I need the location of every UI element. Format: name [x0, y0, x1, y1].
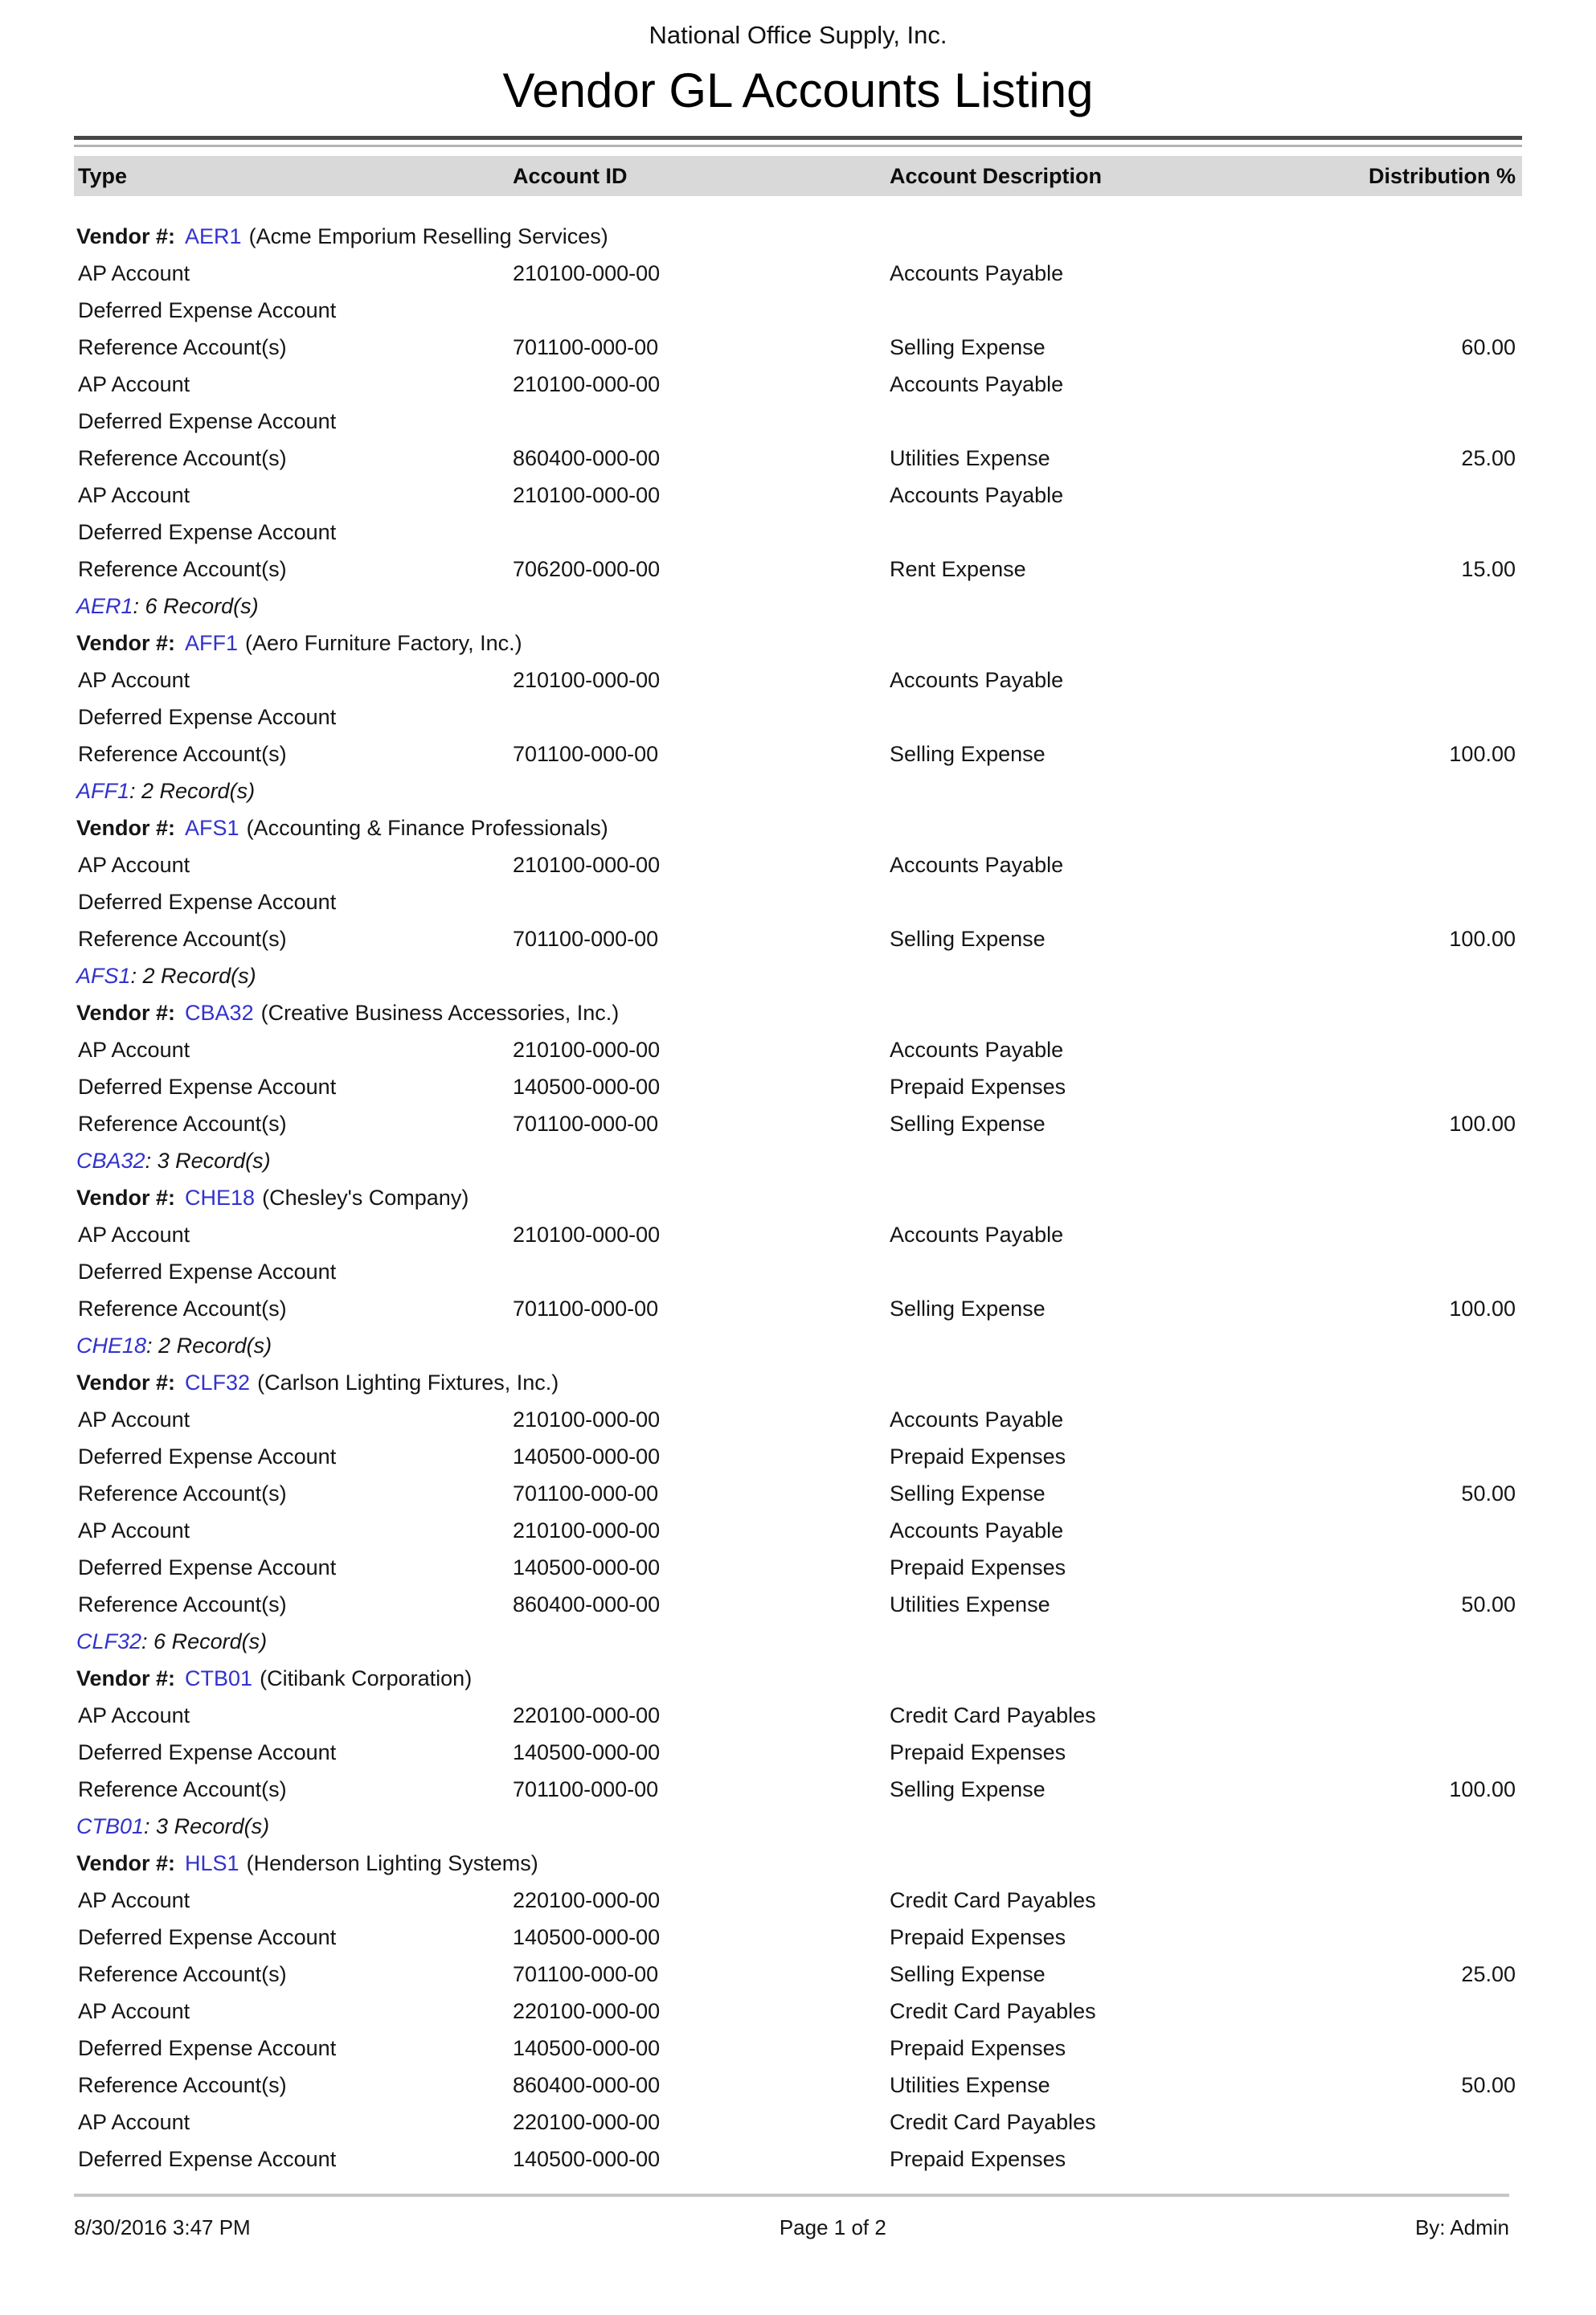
distribution-cell: 50.00	[1461, 1592, 1516, 1616]
account-id-cell: 701100-000-00	[513, 1776, 659, 1801]
account-description-cell: Utilities Expense	[890, 1592, 1050, 1616]
account-type-cell: Deferred Expense Account	[78, 1555, 337, 1580]
account-id-cell: 210100-000-00	[513, 1037, 661, 1062]
vendor-summary-text: : 3 Record(s)	[144, 1813, 270, 1838]
account-description-cell: Selling Expense	[890, 1111, 1046, 1136]
account-type-cell: Deferred Expense Account	[78, 2035, 337, 2060]
vendor-summary-text: : 2 Record(s)	[146, 1333, 272, 1358]
account-id-cell: 140500-000-00	[513, 1074, 661, 1099]
account-description-cell: Accounts Payable	[890, 1407, 1064, 1432]
account-id-cell: 860400-000-00	[513, 1592, 661, 1616]
account-description-cell: Selling Expense	[890, 1961, 1046, 1986]
report-title: Vendor GL Accounts Listing	[502, 64, 1094, 117]
account-id-cell: 210100-000-00	[513, 667, 661, 692]
account-description-cell: Accounts Payable	[890, 482, 1064, 507]
account-row	[74, 699, 1522, 735]
account-row	[74, 2141, 1522, 2178]
account-row	[74, 1549, 1522, 1586]
account-description-cell: Prepaid Expenses	[890, 1074, 1066, 1099]
account-id-cell: 220100-000-00	[513, 1702, 661, 1727]
distribution-cell: 50.00	[1461, 1481, 1516, 1506]
account-description-cell: Prepaid Expenses	[890, 2035, 1066, 2060]
vendor-section	[74, 625, 1522, 809]
vendor-summary-row	[74, 588, 1522, 625]
account-row	[74, 1697, 1522, 1734]
account-type-cell: Reference Account(s)	[78, 1296, 287, 1321]
account-description-cell: Prepaid Expenses	[890, 1555, 1066, 1580]
distribution-cell: 100.00	[1449, 1111, 1516, 1136]
vendor-code-link[interactable]: AER1	[185, 223, 242, 248]
account-id-cell: 860400-000-00	[513, 445, 661, 470]
account-type-cell: AP Account	[78, 371, 190, 396]
account-row	[74, 440, 1522, 477]
column-header-row	[74, 156, 1522, 196]
footer-user: By: Admin	[1414, 2215, 1509, 2239]
vendor-summary-code-link[interactable]: AER1	[76, 593, 133, 618]
account-id-cell: 140500-000-00	[513, 2035, 661, 2060]
account-id-cell: 210100-000-00	[513, 1518, 661, 1543]
account-type-cell: Reference Account(s)	[78, 741, 287, 766]
account-row	[74, 1919, 1522, 1956]
account-row	[74, 1105, 1522, 1142]
account-type-cell: Deferred Expense Account	[78, 889, 337, 914]
account-row	[74, 883, 1522, 920]
account-type-cell: Deferred Expense Account	[78, 1924, 337, 1949]
account-description-cell: Selling Expense	[890, 1296, 1046, 1321]
account-description-cell: Accounts Payable	[890, 667, 1064, 692]
account-row	[74, 1290, 1522, 1327]
account-type-cell: AP Account	[78, 482, 190, 507]
account-type-cell: AP Account	[78, 2109, 190, 2134]
account-row	[74, 477, 1522, 514]
report-body	[74, 196, 1522, 2178]
vendor-section	[74, 1364, 1522, 1660]
account-description-cell: Prepaid Expenses	[890, 1444, 1066, 1469]
vendor-section	[74, 1179, 1522, 1364]
account-type-cell: Reference Account(s)	[78, 1961, 287, 1986]
account-description-cell: Prepaid Expenses	[890, 1924, 1066, 1949]
vendor-summary-row	[74, 1808, 1522, 1845]
account-id-cell: 210100-000-00	[513, 371, 661, 396]
account-row	[74, 1068, 1522, 1105]
top-rule-light	[74, 145, 1522, 147]
account-description-cell: Accounts Payable	[890, 371, 1064, 396]
distribution-cell: 50.00	[1461, 2072, 1516, 2097]
account-id-cell: 701100-000-00	[513, 926, 659, 951]
account-id-cell: 210100-000-00	[513, 852, 661, 877]
vendor-summary-code-link[interactable]: CTB01	[76, 1813, 145, 1838]
account-row	[74, 514, 1522, 551]
account-description-cell: Selling Expense	[890, 926, 1046, 951]
vendor-number-label: Vendor #:	[76, 630, 176, 655]
vendor-number-label: Vendor #:	[76, 1000, 176, 1025]
vendor-row	[74, 625, 1522, 662]
vendor-row	[74, 1845, 1522, 1882]
account-description-cell: Utilities Expense	[890, 445, 1050, 470]
vendor-code-link[interactable]: HLS1	[185, 1850, 239, 1875]
account-id-cell: 701100-000-00	[513, 334, 659, 359]
vendor-summary-text: : 2 Record(s)	[129, 778, 256, 803]
vendor-number-label: Vendor #:	[76, 1185, 176, 1210]
vendor-summary-code-link[interactable]: CLF32	[76, 1629, 142, 1653]
account-description-cell: Credit Card Payables	[890, 1702, 1096, 1727]
account-type-cell: Reference Account(s)	[78, 1481, 287, 1506]
account-row	[74, 920, 1522, 957]
vendor-code-link[interactable]: AFF1	[185, 630, 239, 655]
vendor-summary-code-link[interactable]: CBA32	[76, 1148, 145, 1173]
distribution-cell: 15.00	[1461, 556, 1516, 581]
vendor-number-label: Vendor #:	[76, 223, 176, 248]
account-id-cell: 210100-000-00	[513, 1222, 661, 1247]
account-type-cell: AP Account	[78, 1518, 190, 1543]
vendor-row	[74, 1660, 1522, 1697]
account-type-cell: Reference Account(s)	[78, 1776, 287, 1801]
account-id-cell: 860400-000-00	[513, 2072, 661, 2097]
account-row	[74, 1993, 1522, 2030]
vendor-name: (Aero Furniture Factory, Inc.)	[245, 630, 522, 655]
vendor-summary-text: : 6 Record(s)	[141, 1629, 268, 1653]
account-type-cell: Reference Account(s)	[78, 556, 287, 581]
account-description-cell: Selling Expense	[890, 1776, 1046, 1801]
account-type-cell: AP Account	[78, 1702, 190, 1727]
account-description-cell: Accounts Payable	[890, 1518, 1064, 1543]
account-id-cell: 140500-000-00	[513, 2146, 661, 2171]
account-id-cell: 701100-000-00	[513, 741, 659, 766]
account-row	[74, 403, 1522, 440]
account-description-cell: Accounts Payable	[890, 1222, 1064, 1247]
account-type-cell: AP Account	[78, 1037, 190, 1062]
account-id-cell: 210100-000-00	[513, 482, 661, 507]
vendor-row	[74, 994, 1522, 1031]
account-description-cell: Credit Card Payables	[890, 2109, 1096, 2134]
vendor-summary-code-link[interactable]: AFF1	[76, 778, 130, 803]
account-row	[74, 1586, 1522, 1623]
account-description-cell: Selling Expense	[890, 741, 1046, 766]
account-type-cell: Deferred Expense Account	[78, 1259, 337, 1284]
account-id-cell: 220100-000-00	[513, 1887, 661, 1912]
account-id-cell: 140500-000-00	[513, 1739, 661, 1764]
account-row	[74, 1438, 1522, 1475]
vendor-summary-code-link[interactable]: CHE18	[76, 1333, 147, 1358]
vendor-name: (Accounting & Finance Professionals)	[246, 815, 608, 840]
account-description-cell: Prepaid Expenses	[890, 1739, 1066, 1764]
account-type-cell: Deferred Expense Account	[78, 2146, 337, 2171]
account-row	[74, 1771, 1522, 1808]
vendor-section	[74, 218, 1522, 625]
account-row	[74, 2104, 1522, 2141]
account-row	[74, 2030, 1522, 2067]
distribution-cell: 100.00	[1449, 1776, 1516, 1801]
vendor-name: (Citibank Corporation)	[260, 1666, 473, 1690]
vendor-name: (Creative Business Accessories, Inc.)	[260, 1000, 620, 1025]
account-row	[74, 1956, 1522, 1993]
account-id-cell: 701100-000-00	[513, 1296, 659, 1321]
account-id-cell: 210100-000-00	[513, 1407, 661, 1432]
vendor-summary-text: : 6 Record(s)	[133, 593, 259, 618]
vendor-section	[74, 1660, 1522, 1845]
distribution-cell: 60.00	[1461, 334, 1516, 359]
vendor-number-label: Vendor #:	[76, 1850, 176, 1875]
account-type-cell: Deferred Expense Account	[78, 519, 337, 544]
vendor-number-label: Vendor #:	[76, 815, 176, 840]
account-id-cell: 140500-000-00	[513, 1924, 661, 1949]
account-type-cell: Reference Account(s)	[78, 1111, 287, 1136]
vendor-summary-row	[74, 1327, 1522, 1364]
vendor-row	[74, 218, 1522, 255]
account-description-cell: Prepaid Expenses	[890, 2146, 1066, 2171]
account-row	[74, 1031, 1522, 1068]
account-row	[74, 1882, 1522, 1919]
account-row	[74, 846, 1522, 883]
vendor-summary-row	[74, 772, 1522, 809]
vendor-name: (Carlson Lighting Fixtures, Inc.)	[257, 1370, 559, 1395]
account-description-cell: Credit Card Payables	[890, 1998, 1096, 2023]
distribution-cell: 25.00	[1461, 445, 1516, 470]
account-id-cell: 210100-000-00	[513, 260, 661, 285]
account-row	[74, 662, 1522, 699]
account-type-cell: Reference Account(s)	[78, 445, 287, 470]
vendor-row	[74, 1364, 1522, 1401]
vendor-row	[74, 809, 1522, 846]
vendor-summary-text: : 3 Record(s)	[145, 1148, 271, 1173]
account-description-cell: Selling Expense	[890, 334, 1046, 359]
vendor-summary-row	[74, 1623, 1522, 1660]
distribution-cell: 25.00	[1461, 1961, 1516, 1986]
vendor-section	[74, 1845, 1522, 2178]
account-id-cell: 701100-000-00	[513, 1961, 659, 1986]
vendor-section	[74, 809, 1522, 994]
vendor-code-link[interactable]: CTB01	[185, 1666, 253, 1690]
vendor-section	[74, 994, 1522, 1179]
column-header-distribution: Distribution %	[1369, 163, 1516, 188]
account-type-cell: Deferred Expense Account	[78, 1444, 337, 1469]
vendor-number-label: Vendor #:	[76, 1370, 176, 1395]
account-type-cell: AP Account	[78, 852, 190, 877]
account-description-cell: Utilities Expense	[890, 2072, 1050, 2097]
account-type-cell: Deferred Expense Account	[78, 1074, 337, 1099]
account-type-cell: Reference Account(s)	[78, 334, 287, 359]
column-header-account-description: Account Description	[890, 163, 1103, 188]
account-type-cell: Reference Account(s)	[78, 2072, 287, 2097]
account-type-cell: AP Account	[78, 1222, 190, 1247]
account-type-cell: AP Account	[78, 667, 190, 692]
vendor-summary-row	[74, 1142, 1522, 1179]
account-description-cell: Rent Expense	[890, 556, 1026, 581]
top-rule-dark	[74, 136, 1522, 140]
vendor-code-link[interactable]: AFS1	[185, 815, 239, 840]
account-row	[74, 551, 1522, 588]
company-name: National Office Supply, Inc.	[649, 21, 947, 49]
vendor-summary-text: : 2 Record(s)	[130, 963, 256, 988]
vendor-name: (Henderson Lighting Systems)	[246, 1850, 538, 1875]
vendor-number-label: Vendor #:	[76, 1666, 176, 1690]
vendor-code-link[interactable]: CHE18	[185, 1185, 256, 1210]
account-row	[74, 329, 1522, 366]
account-description-cell: Accounts Payable	[890, 852, 1064, 877]
account-row	[74, 1734, 1522, 1771]
account-description-cell: Accounts Payable	[890, 1037, 1064, 1062]
account-description-cell: Selling Expense	[890, 1481, 1046, 1506]
vendor-name: (Acme Emporium Reselling Services)	[248, 223, 608, 248]
account-row	[74, 735, 1522, 772]
vendor-summary-row	[74, 957, 1522, 994]
account-id-cell: 220100-000-00	[513, 1998, 661, 2023]
footer	[74, 2215, 1509, 2240]
account-type-cell: Deferred Expense Account	[78, 704, 337, 729]
account-id-cell: 140500-000-00	[513, 1555, 661, 1580]
account-row	[74, 2067, 1522, 2104]
account-row	[74, 255, 1522, 292]
account-row	[74, 1216, 1522, 1253]
account-row	[74, 1253, 1522, 1290]
account-row	[74, 1401, 1522, 1438]
footer-page-number: Page 1 of 2	[779, 2215, 886, 2239]
footer-rule	[74, 2194, 1509, 2197]
vendor-code-link[interactable]: CLF32	[185, 1370, 251, 1395]
account-id-cell: 140500-000-00	[513, 1444, 661, 1469]
account-id-cell: 220100-000-00	[513, 2109, 661, 2134]
column-header-type: Type	[78, 163, 128, 188]
account-row	[74, 1475, 1522, 1512]
account-row	[74, 292, 1522, 329]
vendor-code-link[interactable]: CBA32	[185, 1000, 254, 1025]
distribution-cell: 100.00	[1449, 1296, 1516, 1321]
column-header-account-id: Account ID	[513, 163, 628, 188]
account-type-cell: Deferred Expense Account	[78, 1739, 337, 1764]
vendor-summary-code-link[interactable]: AFS1	[76, 963, 131, 988]
account-id-cell: 701100-000-00	[513, 1481, 659, 1506]
account-row	[74, 366, 1522, 403]
account-id-cell: 701100-000-00	[513, 1111, 659, 1136]
account-description-cell: Accounts Payable	[890, 260, 1064, 285]
account-row	[74, 1512, 1522, 1549]
account-type-cell: Reference Account(s)	[78, 1592, 287, 1616]
distribution-cell: 100.00	[1449, 741, 1516, 766]
footer-datetime: 8/30/2016 3:47 PM	[74, 2215, 251, 2239]
account-description-cell: Credit Card Payables	[890, 1887, 1096, 1912]
account-type-cell: Deferred Expense Account	[78, 408, 337, 433]
account-type-cell: Deferred Expense Account	[78, 297, 337, 322]
account-type-cell: AP Account	[78, 1887, 190, 1912]
vendor-row	[74, 1179, 1522, 1216]
account-type-cell: AP Account	[78, 1998, 190, 2023]
distribution-cell: 100.00	[1449, 926, 1516, 951]
account-id-cell: 706200-000-00	[513, 556, 661, 581]
account-type-cell: AP Account	[78, 1407, 190, 1432]
account-type-cell: AP Account	[78, 260, 190, 285]
vendor-name: (Chesley's Company)	[262, 1185, 469, 1210]
account-type-cell: Reference Account(s)	[78, 926, 287, 951]
